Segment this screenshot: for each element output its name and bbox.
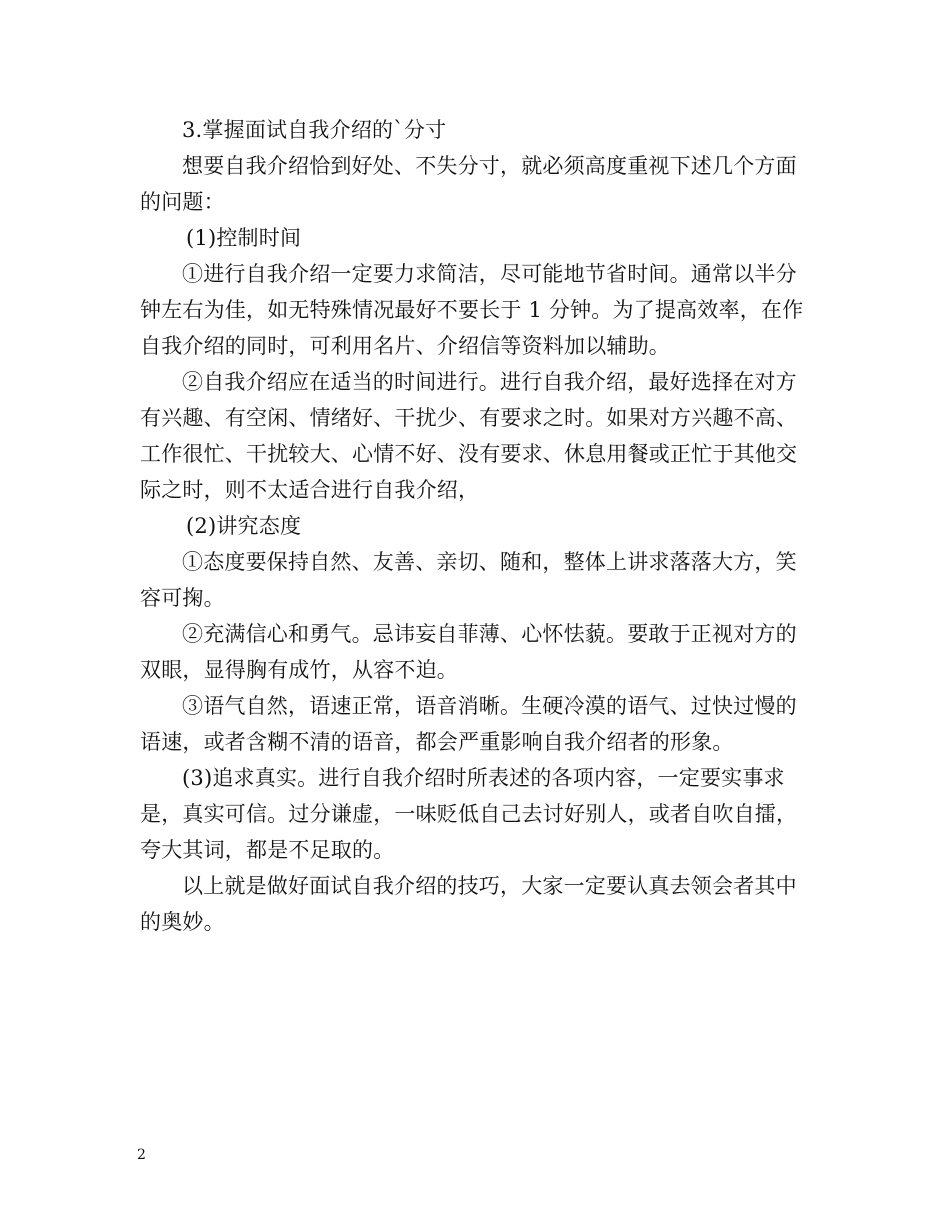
paragraph-line: 想要自我介绍恰到好处、不失分寸，就必须高度重视下述几个方面	[182, 154, 797, 178]
paragraph-line: 的问题：	[140, 190, 225, 214]
paragraph-line: 是，真实可信。过分谦虚，一味贬低自己去讨好别人，或者自吹自擂，	[140, 802, 798, 826]
document-body	[140, 112, 812, 940]
paragraph-line: 语速，或者含糊不清的语音，都会严重影响自我介绍者的形象。	[140, 730, 734, 754]
paragraph-line: ③语气自然，语速正常，语音消晰。生硬冷漠的语气、过快过慢的	[182, 694, 797, 718]
page-number: 2	[137, 1147, 146, 1163]
paragraph-line: ②自我介绍应在适当的时间进行。进行自我介绍，最好选择在对方	[182, 370, 797, 394]
paragraph-line: 有兴趣、有空闲、情绪好、干扰少、有要求之时。如果对方兴趣不高、	[140, 406, 798, 430]
paragraph-line: 际之时，则不太适合进行自我介绍，	[140, 478, 480, 502]
paragraph-line: 以上就是做好面试自我介绍的技巧，大家一定要认真去领会者其中	[182, 874, 797, 898]
paragraph-line: (3)追求真实。进行自我介绍时所表述的各项内容，一定要实事求	[182, 766, 785, 790]
paragraph-line: 钟左右为佳，如无特殊情况最好不要长于 1 分钟。为了提高效率，在作	[140, 298, 804, 322]
paragraph-line: 容可掬。	[140, 586, 225, 610]
paragraph-line: 工作很忙、干扰较大、心情不好、没有要求、休息用餐或正忙于其他交	[140, 442, 798, 466]
paragraph-line: ①进行自我介绍一定要力求简洁，尽可能地节省时间。通常以半分	[182, 262, 797, 286]
section-heading: 3.掌握面试自我介绍的`分寸	[182, 118, 447, 142]
paragraph-line: 双眼，显得胸有成竹，从容不迫。	[140, 658, 458, 682]
subheading-control-time: (1)控制时间	[186, 226, 302, 250]
paragraph-line: ①态度要保持自然、友善、亲切、随和，整体上讲求落落大方，笑	[182, 550, 797, 574]
paragraph-line: 夸大其词，都是不足取的。	[140, 838, 395, 862]
paragraph-line: 自我介绍的同时，可利用名片、介绍信等资料加以辅助。	[140, 334, 670, 358]
subheading-attitude: (2)讲究态度	[186, 514, 302, 538]
paragraph-line: ②充满信心和勇气。忌讳妄自菲薄、心怀怯藐。要敢于正视对方的	[182, 622, 797, 646]
paragraph-line: 的奥妙。	[140, 910, 225, 934]
